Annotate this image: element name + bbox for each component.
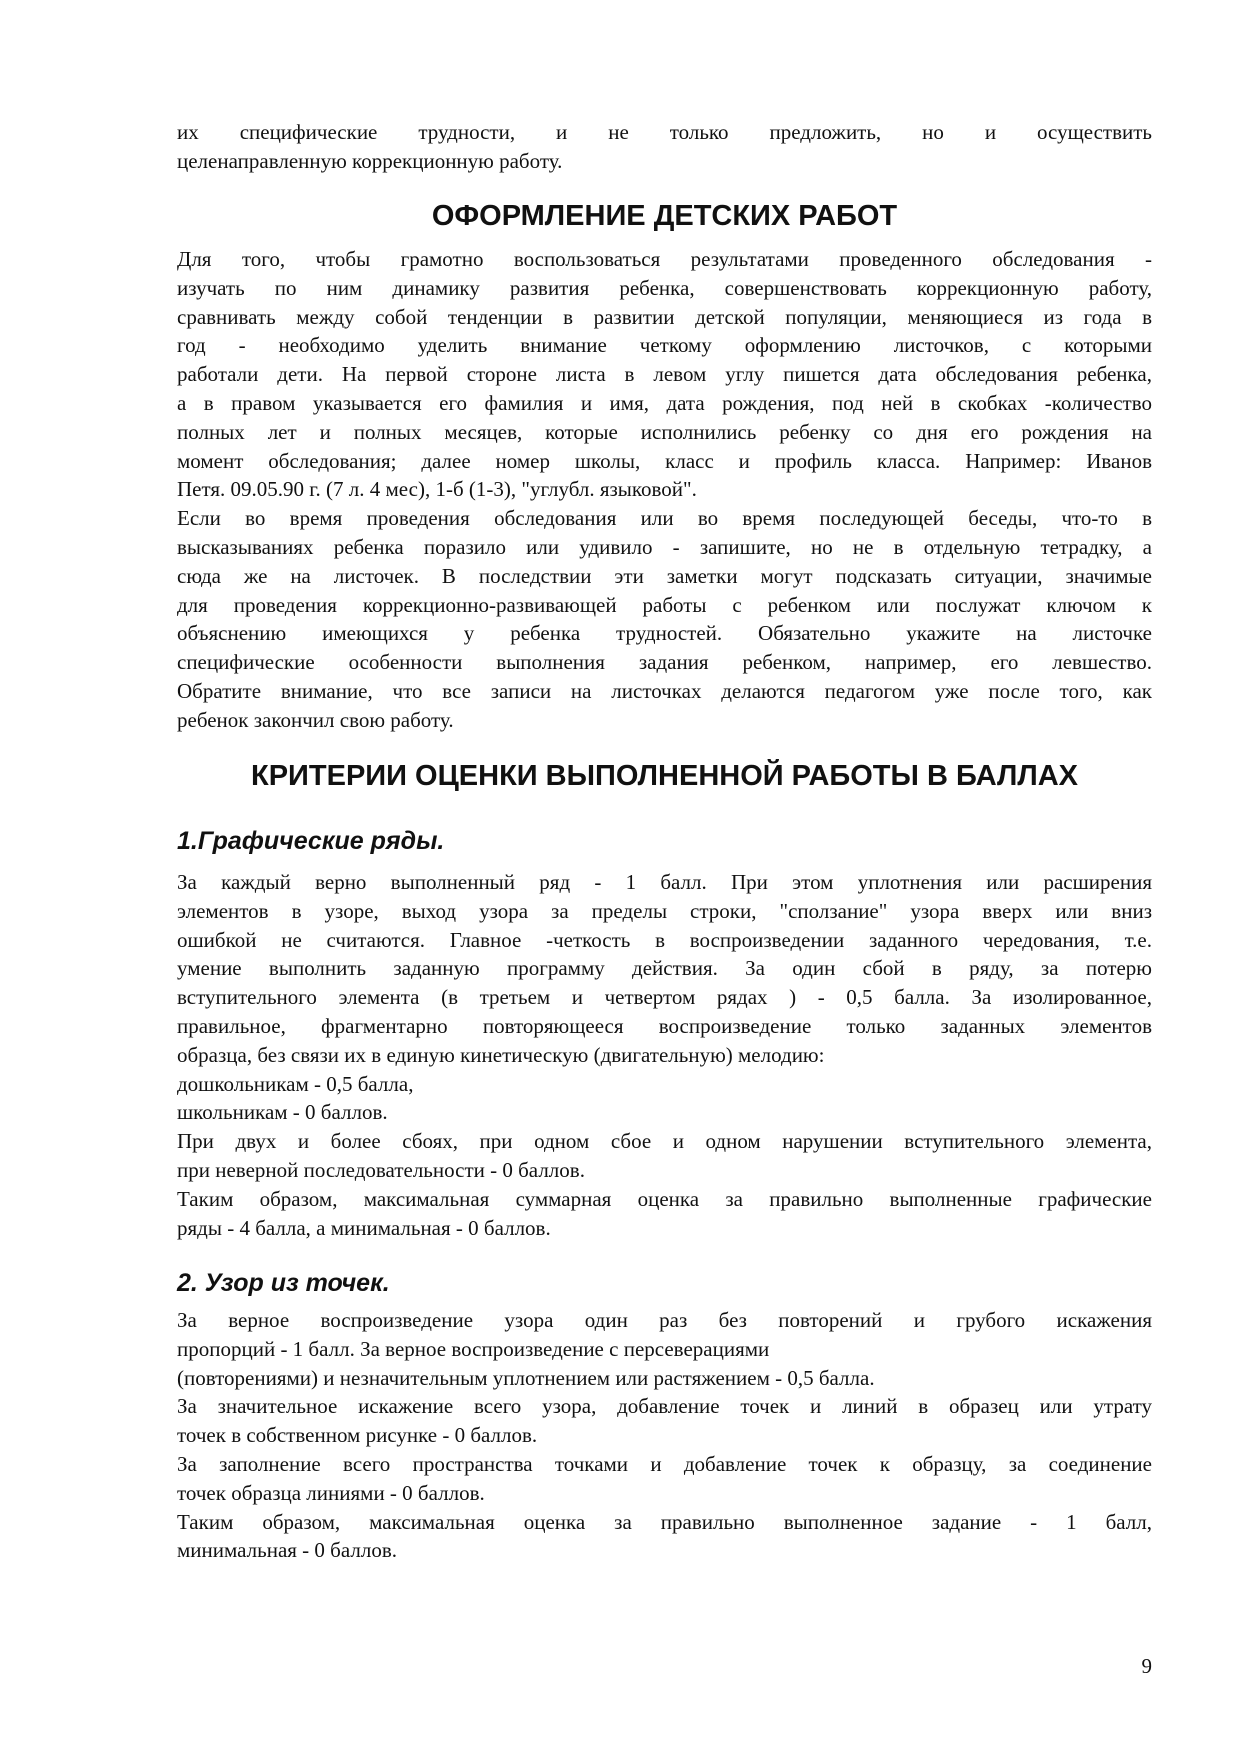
text-line: для проведения коррекционно-развивающей работы с ребенком или послужат ключом к xyxy=(177,592,1152,617)
text-line: умение выполнить заданную программу действия. За один сбой в ряду, за потерю xyxy=(177,956,1152,981)
graphic-rows-text xyxy=(177,868,1152,1242)
text-line: ряды - 4 балла, а минимальная - 0 баллов. xyxy=(177,1215,551,1240)
text-line: а в правом указывается его фамилия и имя, дата рождения, под ней в скобках -количество xyxy=(177,390,1152,415)
text-line: вступительного элемента (в третьем и четвертом рядах ) - 0,5 балла. За изолированное, xyxy=(177,985,1152,1010)
text-line: ребенок закончил свою работу. xyxy=(177,707,454,732)
text-line: (повторениями) и незначительным уплотнением или растяжением - 0,5 балла. xyxy=(177,1365,875,1390)
design-text xyxy=(177,245,1152,735)
text-line: Таким образом, максимальная оценка за правильно выполненное задание - 1 балл, xyxy=(177,1509,1152,1534)
text-line: Обратите внимание, что все записи на листочках делаются педагогом уже после того, как xyxy=(177,678,1152,703)
text-line: За верное воспроизведение узора один раз без повторений и грубого искажения xyxy=(177,1308,1152,1332)
text-line: школьникам - 0 баллов. xyxy=(177,1100,388,1125)
text-line: Петя. 09.05.90 г. (7 л. 4 мес), 1-б (1-3), "углубл. языковой". xyxy=(177,477,697,502)
text-line: сравнивать между собой тенденции в развитии детской популяции, меняющиеся из года в xyxy=(177,304,1152,329)
text-line: правильное, фрагментарно повторяющееся воспроизведение только заданных элементов xyxy=(177,1013,1152,1038)
text-line: За каждый верно выполненный ряд - 1 балл. При этом уплотнения или расширения xyxy=(177,870,1152,894)
text-line: Таким образом, максимальная суммарная оценка за правильно выполненные графические xyxy=(177,1186,1152,1211)
text-line: целенаправленную коррекционную работу. xyxy=(177,148,563,173)
text-line: точек в собственном рисунке - 0 баллов. xyxy=(177,1423,538,1448)
text-line: работали дети. На первой стороне листа в левом углу пишется дата обследования ребенка, xyxy=(177,362,1152,387)
subheading-dot-pattern: 2. Узор из точек. xyxy=(177,1269,390,1297)
text-line: точек образца линиями - 0 баллов. xyxy=(177,1480,485,1505)
text-line: пропорций - 1 балл. За верное воспроизведение с персеверациями xyxy=(177,1336,770,1361)
text-line: За значительное искажение всего узора, добавление точек и линий в образец или утрату xyxy=(177,1394,1152,1419)
text-line: элементов в узоре, выход узора за пределы строки, "сползание" узора вверх или вниз xyxy=(177,898,1152,923)
heading-design: ОФОРМЛЕНИЕ ДЕТСКИХ РАБОТ xyxy=(431,200,898,232)
text-line: при неверной последовательности - 0 баллов. xyxy=(177,1157,585,1182)
subheading-graphic-rows: 1.Графические ряды. xyxy=(177,827,445,855)
text-line: При двух и более сбоях, при одном сбое и одном нарушении вступительного элемента, xyxy=(177,1129,1152,1154)
text-line: дошкольникам - 0,5 балла, xyxy=(177,1071,414,1096)
dot-pattern-text xyxy=(177,1306,1152,1565)
text-line: Если во время проведения обследования или во время последующей беседы, что-то в xyxy=(177,506,1152,531)
intro-text xyxy=(177,118,1152,176)
text-line: объяснению имеющихся у ребенка трудностей. Обязательно укажите на листочке xyxy=(177,621,1152,646)
heading-criteria: КРИТЕРИИ ОЦЕНКИ ВЫПОЛНЕННОЙ РАБОТЫ В БАЛЛАХ xyxy=(251,760,1078,792)
text-line: образца, без связи их в единую кинетическую (двигательную) мелодию: xyxy=(177,1042,825,1067)
text-line: год - необходимо уделить внимание четкому оформлению листочков, с которыми xyxy=(177,333,1152,358)
text-line: сюда же на листочек. В последствии эти заметки могут подсказать ситуации, значимые xyxy=(177,563,1152,588)
text-line: момент обследования; далее номер школы, класс и профиль класса. Например: Иванов xyxy=(177,448,1152,473)
text-line: специфические особенности выполнения задания ребенком, например, его левшество. xyxy=(177,650,1152,675)
text-line: их специфические трудности, и не только предложить, но и осуществить xyxy=(177,120,1152,144)
text-line: За заполнение всего пространства точками и добавление точек к образцу, за соединение xyxy=(177,1451,1152,1476)
text-line: полных лет и полных месяцев, которые исполнились ребенку со дня его рождения на xyxy=(177,419,1152,444)
text-line: Для того, чтобы грамотно воспользоваться результатами проведенного обследования - xyxy=(177,247,1152,271)
text-line: ошибкой не считаются. Главное -четкость в воспроизведении заданного чередования, т.е. xyxy=(177,927,1152,952)
text-line: высказываниях ребенка поразило или удивило - запишите, но не в отдельную тетрадку, а xyxy=(177,534,1152,559)
page-number: 9 xyxy=(1141,1654,1152,1678)
text-line: минимальная - 0 баллов. xyxy=(177,1538,397,1563)
text-line: изучать по ним динамику развития ребенка, совершенствовать коррекционную работу, xyxy=(177,275,1152,300)
